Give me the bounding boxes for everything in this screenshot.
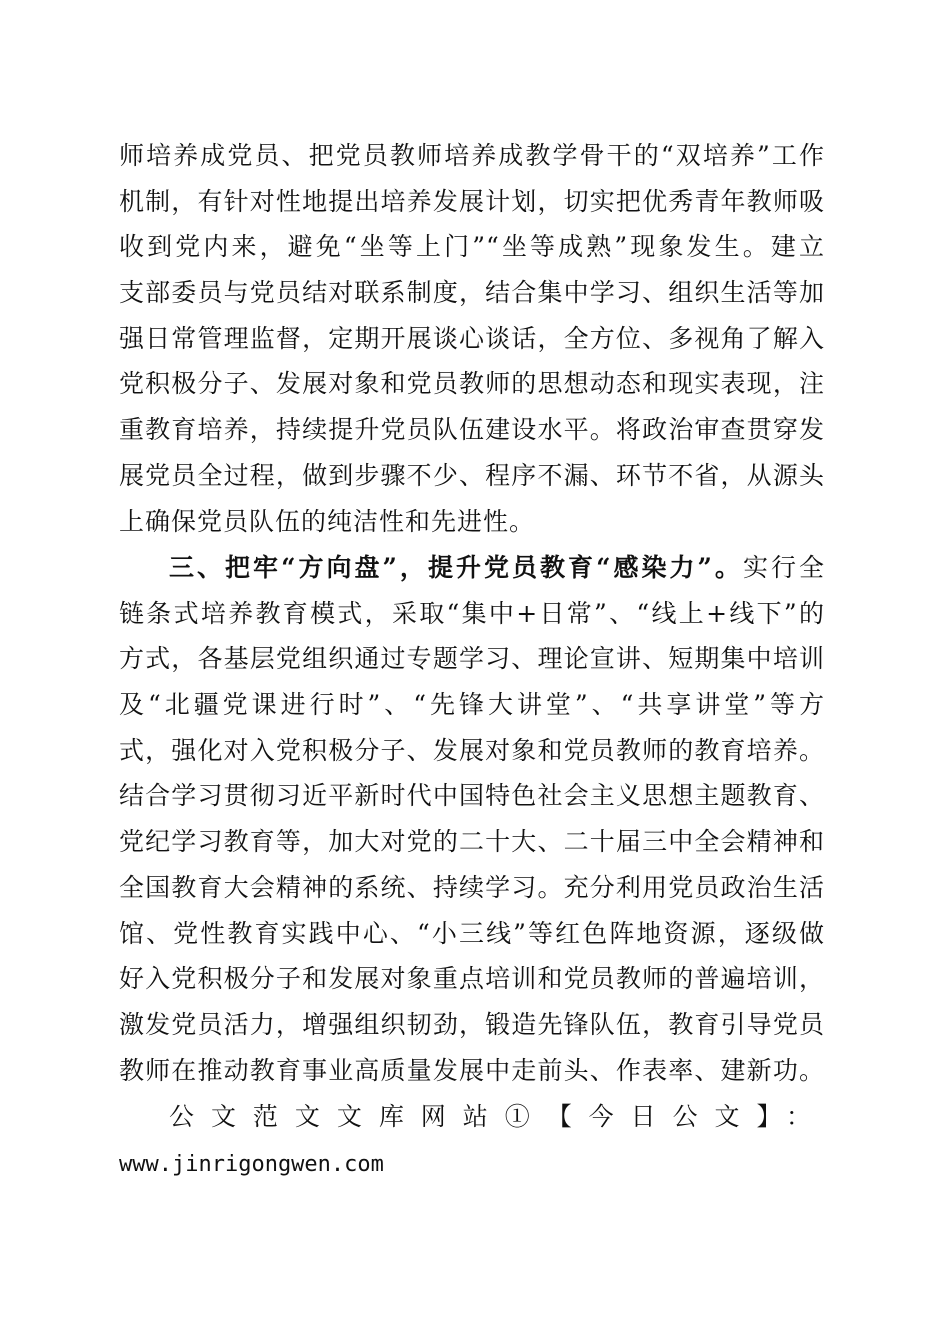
paragraph-line: 师培养成党员、把党员教师培养成教学骨干的“双培养”工作 <box>119 141 825 170</box>
paragraph-line: 链条式培养教育模式，采取“集中+日常”、“线上+线下”的 <box>119 598 825 628</box>
paragraph-line: 全国教育大会精神的系统、持续学习。充分利用党员政治生活 <box>119 872 825 902</box>
paragraph-line: 党纪学习教育等，加大对党的二十大、二十届三中全会精神和 <box>119 827 825 857</box>
paragraph-line: 及“北疆党课进行时”、“先锋大讲堂”、“共享讲堂”等方 <box>119 690 825 720</box>
paragraph-party-member-development <box>119 133 825 544</box>
section-heading: 三、把牢“方向盘”，提升党员教育“感染力”。 <box>169 553 743 582</box>
paragraph-line: 强日常管理监督，定期开展谈心谈话，全方位、多视角了解入 <box>119 323 825 353</box>
paragraph-party-member-education <box>119 545 825 1093</box>
paragraph-line: 机制，有针对性地提出培养发展计划，切实把优秀青年教师吸 <box>119 186 825 216</box>
paragraph-line: 党积极分子、发展对象和党员教师的思想动态和现实表现，注 <box>119 369 825 399</box>
heading-continuation: 实行全 <box>742 553 825 582</box>
paragraph-line: 收到党内来，避免“坐等上门”“坐等成熟”现象发生。建立 <box>119 232 825 262</box>
paragraph-line: 支部委员与党员结对联系制度，结合集中学习、组织生活等加 <box>119 278 825 308</box>
paragraph-line: 展党员全过程，做到步骤不少、程序不漏、环节不省，从源头 <box>119 460 825 490</box>
footer-source <box>119 1094 825 1185</box>
paragraph-line: 激发党员活力，增强组织韧劲，锻造先锋队伍，教育引导党员 <box>119 1009 825 1039</box>
paragraph-line: 重教育培养，持续提升党员队伍建设水平。将政治审查贯穿发 <box>119 415 825 445</box>
source-line: 公文范文文库网站①【今日公文】： <box>169 1102 825 1131</box>
paragraph-line: 馆、党性教育实践中心、“小三线”等红色阵地资源，逐级做 <box>119 918 825 948</box>
paragraph-first-line <box>119 545 825 591</box>
paragraph-line: 好入党积极分子和发展对象重点培训和党员教师的普遍培训， <box>119 964 825 994</box>
website-link[interactable]: www.jinrigongwen.com <box>119 1151 384 1177</box>
paragraph-line: 结合学习贯彻习近平新时代中国特色社会主义思想主题教育、 <box>119 781 825 811</box>
paragraph-line: 式，强化对入党积极分子、发展对象和党员教师的教育培养。 <box>119 735 825 765</box>
paragraph-line: 教师在推动教育事业高质量发展中走前头、作表率、建新功。 <box>119 1055 825 1085</box>
paragraph-line: 上确保党员队伍的纯洁性和先进性。 <box>119 506 536 536</box>
url-line <box>119 1140 825 1186</box>
paragraph-line: 方式，各基层党组织通过专题学习、理论宣讲、短期集中培训 <box>119 644 825 674</box>
